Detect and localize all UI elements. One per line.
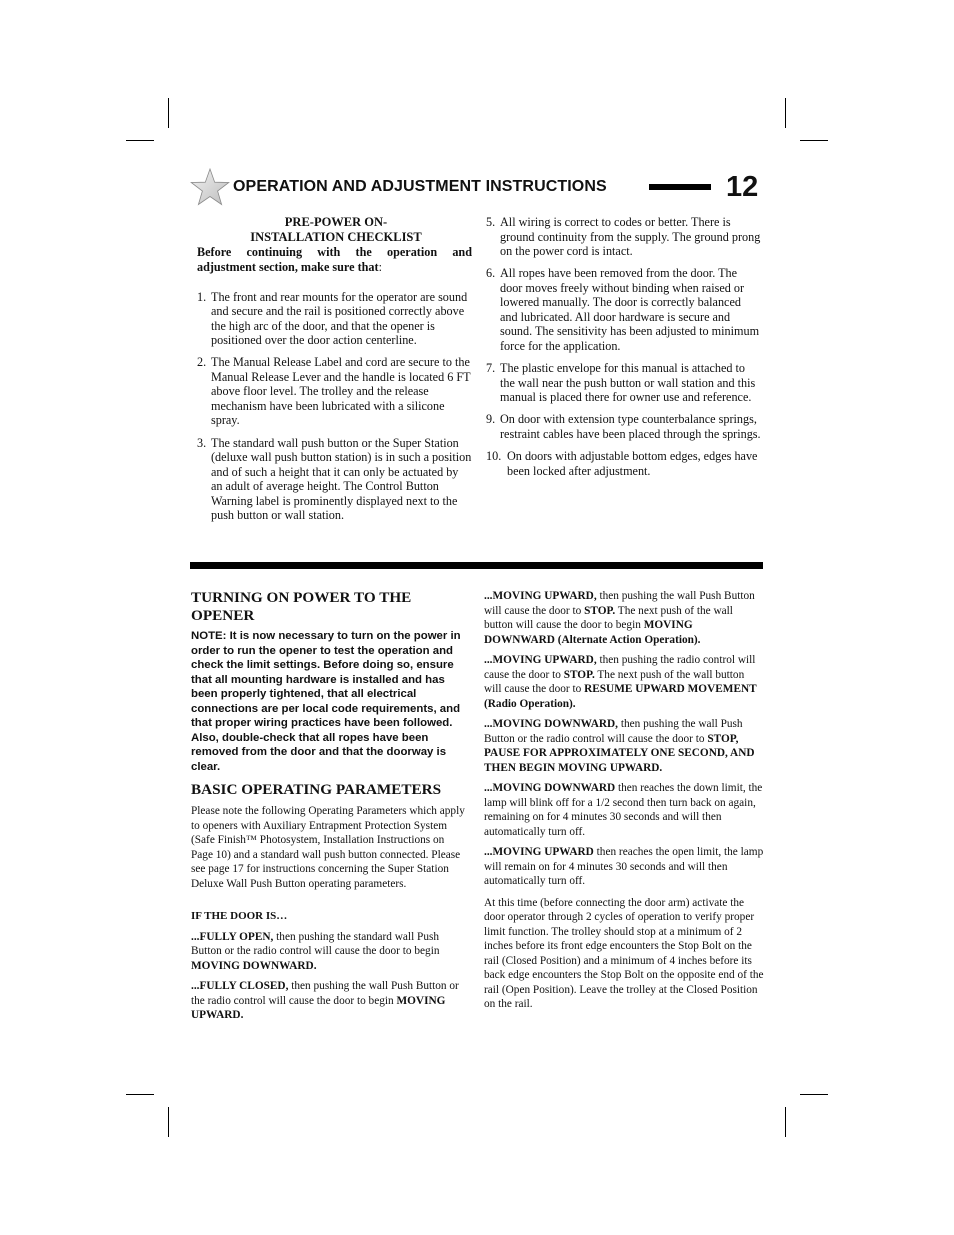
moving-column xyxy=(484,589,764,1012)
list-item-text: All wiring is correct to codes or better. There is ground continuity from the supply. The ground prong on the power cord is intact. xyxy=(500,215,761,258)
state-moving-upward-wall xyxy=(484,589,764,647)
crop-mark-top-left-vertical xyxy=(168,98,169,128)
state-label: ...MOVING UPWARD xyxy=(484,846,594,858)
state-label: ...MOVING DOWNWARD, xyxy=(484,718,618,730)
list-item-number: 9. xyxy=(486,412,496,427)
state-action: MOVING UPWARD. xyxy=(191,994,446,1021)
state-fully-closed xyxy=(191,979,468,1023)
list-item xyxy=(197,436,472,523)
checklist-intro-colon: : xyxy=(378,260,382,274)
state-text: then pushing the wall Push Button will cause the door to xyxy=(484,590,755,617)
list-item-number: 6. xyxy=(486,266,496,281)
power-note: NOTE: It is now necessary to turn on the power in order to run the opener to test the operation and check the limit settings. Before doing so, ensure that all mounting hardware is installed and has been properly tightened, that all electrical connections are per local code requirements, and that proper wiring practices have been followed. Also, double-check that all ropes have been removed from the door and that the doorway is clear. xyxy=(191,630,461,773)
state-text: then pushing the standard wall Push Button or the radio control will cause the door to begin xyxy=(191,930,440,957)
state-label: ...FULLY OPEN, xyxy=(191,930,274,943)
checklist-intro xyxy=(197,245,472,275)
state-action: STOP, PAUSE FOR APPROXIMATELY ONE SECOND, AND THEN BEGIN MOVING UPWARD. xyxy=(484,732,755,774)
state-moving-upward-radio xyxy=(484,653,764,711)
state-moving-downward-limit xyxy=(484,781,764,839)
state-action: MOVING DOWNWARD (Alternate Action Operation). xyxy=(484,619,701,646)
if-door-heading: IF THE DOOR IS… xyxy=(191,910,288,922)
page-number: 12 xyxy=(726,171,759,203)
list-item-text: The front and rear mounts for the operator are sound and secure and the rail is positioned correctly above the high arc of the door, and that the opener is positioned over the door action centerline. xyxy=(211,289,468,347)
list-item xyxy=(486,266,761,353)
power-heading: TURNING ON POWER TO THE OPENER xyxy=(191,589,412,624)
list-item-number: 1. xyxy=(197,289,207,304)
state-text: then reaches the open limit, the lamp will remain on for 4 minutes 30 seconds and will then automatically turn off. xyxy=(484,846,764,887)
list-item xyxy=(486,412,761,441)
crop-mark-top-right-horizontal xyxy=(800,140,828,141)
state-text: then reaches the down limit, the lamp will blink off for a 1/2 second then turn back on again, remaining on for 4 minutes 30 seconds and will then automatically turn off. xyxy=(484,782,763,838)
basic-parameters-heading: BASIC OPERATING PARAMETERS xyxy=(191,781,442,798)
list-item-text: The plastic envelope for this manual is attached to the wall near the push button or wall station and this manual is placed there for owner use and reference. xyxy=(500,361,756,405)
state-text: then pushing the radio control will cause the door to xyxy=(484,654,756,681)
list-item-number: 7. xyxy=(486,361,496,376)
state-label: ...MOVING DOWNWARD xyxy=(484,782,616,794)
crop-mark-bottom-left-vertical xyxy=(168,1107,169,1137)
title-rule-bar xyxy=(649,184,711,190)
checklist-heading xyxy=(197,215,475,245)
state-action: MOVING DOWNWARD. xyxy=(191,959,317,972)
basic-parameters-text: Please note the following Operating Parameters which apply to openers with Auxiliary Entrapment Protection System (Safe Finish™ Photosystem, Installation Instructions on Page 10) and a standard wall push button connected. Please see page 17 for instructions concerning the Super Station Deluxe Wall Push Button operating parameters. xyxy=(191,805,465,890)
list-item xyxy=(486,361,761,405)
checklist-left-column xyxy=(197,215,472,530)
section-divider xyxy=(190,562,763,569)
crop-mark-bottom-right-horizontal xyxy=(800,1094,828,1095)
list-item xyxy=(197,355,472,428)
list-item-text: On door with extension type counterbalance springs, restraint cables have been placed through the springs. xyxy=(500,412,761,441)
list-item-text: On doors with adjustable bottom edges, edges have been locked after adjustment. xyxy=(507,449,758,478)
power-column xyxy=(191,589,468,1023)
state-label: ...MOVING UPWARD, xyxy=(484,654,597,666)
checklist-intro-text: Before continuing with the operation and adjustment section, make sure that xyxy=(197,245,472,274)
state-text: The next push of the wall button will cause the door to xyxy=(484,668,745,695)
crop-mark-bottom-right-vertical xyxy=(785,1107,786,1137)
list-item xyxy=(486,449,761,478)
state-text: The next push of the wall button will cause the door to begin xyxy=(484,604,733,631)
state-moving-upward-limit xyxy=(484,845,764,889)
list-item xyxy=(486,215,761,259)
state-moving-downward-push xyxy=(484,717,764,775)
list-item-number: 3. xyxy=(197,435,207,450)
state-fully-open xyxy=(191,930,468,974)
state-stop: STOP. xyxy=(584,604,616,617)
list-item-text: The standard wall push button or the Super Station (deluxe wall push button station) is in such a position and of such a height that it can only be actuated by an adult of average height. The Control Button Warning label is prominently displayed next to the push button or wall station. xyxy=(211,435,472,523)
list-item-text: All ropes have been removed from the door. The door moves freely without binding when raised or lowered manually. The door is correctly balanced and lubricated. All door hardware is secure and sound. The sensitivity has been adjusted to minimum force for the application. xyxy=(500,266,760,353)
list-item-text: The Manual Release Label and cord are secure to the Manual Release Lever and the handle is located 6 FT above floor level. The trolley and the release mechanism have been lubricated with a silicone spray. xyxy=(211,355,471,428)
checklist-list-left xyxy=(197,290,472,523)
checklist-list-right xyxy=(486,215,761,478)
state-text: then pushing the wall Push Button or the radio control will cause the door to xyxy=(484,718,743,745)
crop-mark-top-left-horizontal xyxy=(126,140,154,141)
crop-mark-bottom-left-horizontal xyxy=(126,1094,154,1095)
list-item xyxy=(197,290,472,348)
list-item-number: 2. xyxy=(197,355,207,370)
page-header xyxy=(190,166,765,210)
state-action: RESUME UPWARD MOVEMENT (Radio Operation). xyxy=(484,683,757,710)
checklist-heading-line2: INSTALLATION CHECKLIST xyxy=(250,230,422,244)
list-item-number: 5. xyxy=(486,215,496,229)
state-text: then pushing the wall Push Button or the radio control will cause the door to begin xyxy=(191,980,459,1007)
star-icon xyxy=(190,168,230,206)
checklist-heading-line1: PRE-POWER ON- xyxy=(284,215,388,229)
state-stop: STOP. xyxy=(563,668,595,681)
final-instructions: At this time (before connecting the door arm) activate the door operator through 2 cycles of operation to verify proper limit function. The trolley should stop at a minimum of 2 inches before its front edge encounters the Stop Bolt on the rail (Closed Position) and a minimum of 4 inches before its back edge encounters the Stop Bolt on the opposite end of the rail (Open Position). Leave the trolley at the Closed Position on the rail. xyxy=(484,896,764,1010)
state-label: ...FULLY CLOSED, xyxy=(191,980,289,992)
checklist-right-column xyxy=(486,215,761,486)
crop-mark-top-right-vertical xyxy=(785,98,786,128)
list-item-number: 10. xyxy=(486,449,502,464)
state-label: ...MOVING UPWARD, xyxy=(484,590,597,602)
section-title: OPERATION AND ADJUSTMENT INSTRUCTIONS xyxy=(233,178,607,195)
